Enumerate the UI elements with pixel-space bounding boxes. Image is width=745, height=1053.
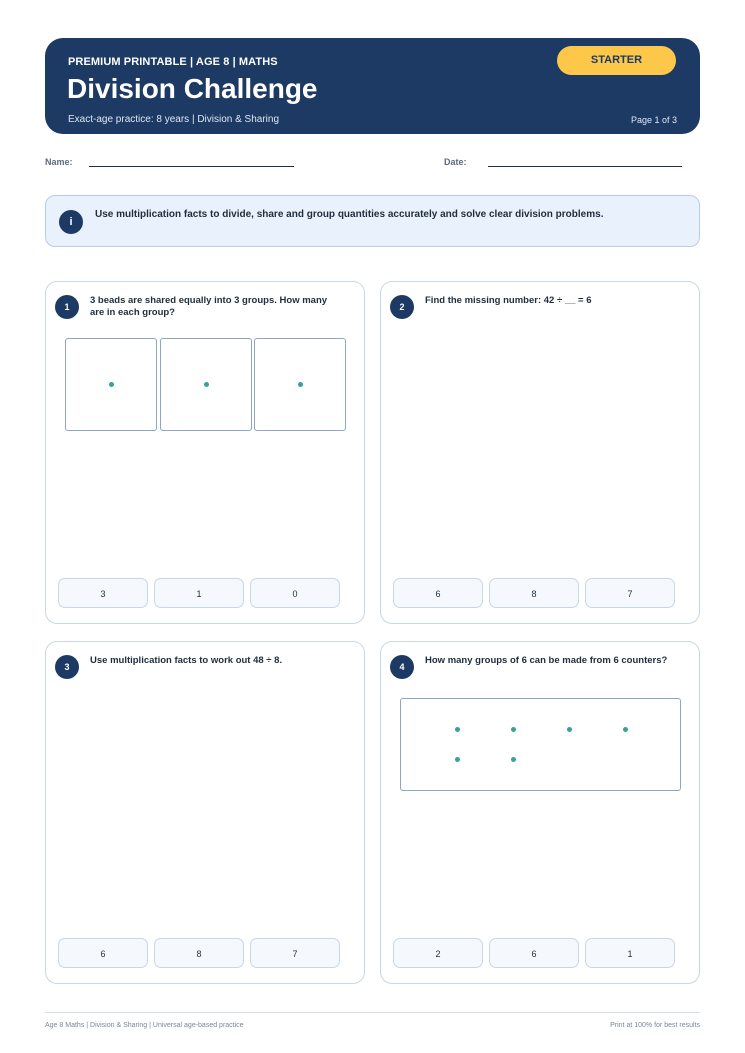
- footer-left: Age 8 Maths | Division & Sharing | Universal age-based practice: [45, 1022, 244, 1029]
- header-subtitle: Exact-age practice: 8 years | Division & Sharing: [68, 114, 280, 125]
- counter: [623, 727, 628, 732]
- page-number: Page 1 of 3: [630, 115, 677, 125]
- worksheet-header: [45, 38, 700, 134]
- level-badge: STARTER: [557, 46, 676, 75]
- answer-option[interactable]: 6: [489, 938, 579, 968]
- instructions-text: Use multiplication facts to divide, share and group quantities accurately and solve clear division problems.: [95, 209, 604, 220]
- answer-option[interactable]: 8: [489, 578, 579, 608]
- answer-option[interactable]: 1: [585, 938, 675, 968]
- bead: [204, 382, 209, 387]
- date-label: Date:: [444, 157, 467, 167]
- answer-options: [58, 938, 340, 968]
- question-text: Find the missing number: 42 ÷ __ = 6: [425, 295, 592, 306]
- question-text: Use multiplication facts to work out 48 ÷ 8.: [90, 655, 283, 666]
- answer-option[interactable]: 2: [393, 938, 483, 968]
- question-number: 1: [55, 295, 79, 319]
- date-line[interactable]: [488, 166, 682, 167]
- counters-box: [400, 698, 681, 791]
- question-card-4: [380, 641, 700, 984]
- page-title: Division Challenge: [67, 73, 318, 104]
- bead-group: [254, 338, 346, 431]
- instructions-box: [45, 195, 700, 247]
- answer-option[interactable]: 7: [250, 938, 340, 968]
- answer-option[interactable]: 3: [58, 578, 148, 608]
- question-text: 3 beads are shared equally into 3 groups. How many are in each group?: [90, 295, 328, 318]
- question-card-3: [45, 641, 365, 984]
- question-number: 4: [390, 655, 414, 679]
- question-card-1: [45, 281, 365, 624]
- footer-right: Print at 100% for best results: [610, 1022, 700, 1029]
- footer-divider: [45, 1012, 700, 1013]
- bead-group: [65, 338, 157, 431]
- question-number: 2: [390, 295, 414, 319]
- answer-option[interactable]: 8: [154, 938, 244, 968]
- answer-options: [58, 578, 340, 608]
- counter: [455, 757, 460, 762]
- answer-option[interactable]: 6: [393, 578, 483, 608]
- answer-option[interactable]: 7: [585, 578, 675, 608]
- answer-option[interactable]: 0: [250, 578, 340, 608]
- question-card-2: [380, 281, 700, 624]
- info-icon: i: [59, 210, 83, 234]
- counter: [511, 727, 516, 732]
- counter: [567, 727, 572, 732]
- question-text: How many groups of 6 can be made from 6 counters?: [425, 655, 668, 666]
- answer-option[interactable]: 1: [154, 578, 244, 608]
- question-number: 3: [55, 655, 79, 679]
- header-kicker: PREMIUM PRINTABLE | AGE 8 | MATHS: [68, 56, 278, 68]
- counter: [511, 757, 516, 762]
- name-label: Name:: [45, 157, 73, 167]
- bead-group: [160, 338, 252, 431]
- answer-options: [393, 938, 675, 968]
- answer-options: [393, 578, 675, 608]
- name-line[interactable]: [89, 166, 294, 167]
- bead: [109, 382, 114, 387]
- bead: [298, 382, 303, 387]
- answer-option[interactable]: 6: [58, 938, 148, 968]
- counter: [455, 727, 460, 732]
